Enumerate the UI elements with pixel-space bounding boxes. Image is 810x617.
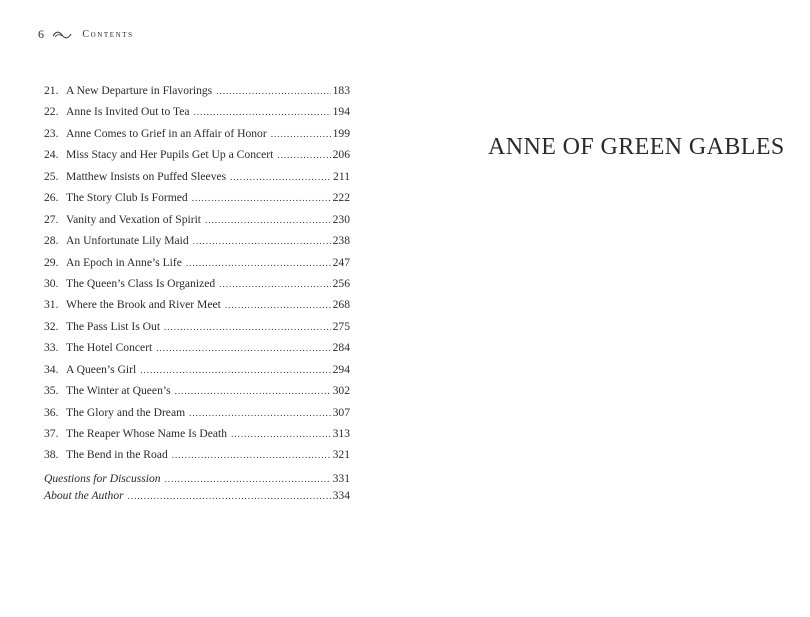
toc-chapter-number: 34. xyxy=(44,362,59,376)
toc-entry xyxy=(44,234,350,255)
toc-entry xyxy=(44,277,350,298)
toc-chapter-title: A New Departure in Flavorings xyxy=(66,84,213,97)
toc-leader-dots xyxy=(230,172,331,182)
toc-chapter-number: 26. xyxy=(44,191,59,205)
toc-chapter-title: Miss Stacy and Her Pupils Get Up a Concert xyxy=(66,148,274,162)
toc-page-number: 321 xyxy=(332,448,350,462)
toc-leader-dots xyxy=(164,322,331,332)
toc-entry xyxy=(44,84,350,105)
toc-leader-dots xyxy=(219,279,330,289)
toc-page-number: 307 xyxy=(332,405,350,419)
toc-chapter-number: 28. xyxy=(44,234,59,248)
toc-chapter-title: The Queen’s Class Is Organized xyxy=(66,276,216,290)
toc-page-number: 230 xyxy=(332,212,350,226)
toc-chapter-number: 37. xyxy=(44,427,59,440)
toc-page-number: 275 xyxy=(332,319,350,333)
toc-chapter-number: 25. xyxy=(44,169,59,183)
toc-entry xyxy=(44,320,350,341)
toc-chapter-number: 32. xyxy=(44,319,59,333)
toc-chapter-number: 29. xyxy=(44,255,59,269)
toc-page-number: 247 xyxy=(332,255,350,269)
toc-entry xyxy=(44,448,350,469)
toc-leader-dots xyxy=(205,215,331,225)
toc-chapter-number: 27. xyxy=(44,212,59,226)
toc-page-number: 222 xyxy=(332,191,350,205)
toc-leader-dots xyxy=(193,236,331,246)
toc-page-number: 256 xyxy=(332,276,350,290)
table-of-contents-end-matter xyxy=(44,472,350,506)
toc-entry xyxy=(44,384,350,405)
toc-chapter-title: The Reaper Whose Name Is Death xyxy=(66,427,228,440)
toc-entry xyxy=(44,341,350,362)
toc-leader-dots xyxy=(128,491,331,501)
toc-entry xyxy=(44,406,350,427)
toc-chapter-number: 24. xyxy=(44,148,59,162)
toc-leader-dots xyxy=(172,450,331,460)
toc-chapter-title: The Bend in the Road xyxy=(66,448,168,462)
toc-page-number: 211 xyxy=(333,169,350,183)
toc-page-number: 238 xyxy=(332,234,350,248)
toc-chapter-title: Anne Is Invited Out to Tea xyxy=(66,105,190,119)
toc-entry xyxy=(44,191,350,212)
toc-page-number: 334 xyxy=(332,489,350,502)
toc-leader-dots xyxy=(271,129,331,139)
right-page xyxy=(405,0,810,617)
toc-page-number: 194 xyxy=(332,105,350,119)
toc-page-number: 183 xyxy=(332,84,350,97)
toc-chapter-title: An Unfortunate Lily Maid xyxy=(66,234,189,248)
toc-leader-dots xyxy=(175,386,331,396)
running-head xyxy=(38,27,134,42)
toc-page-number: 206 xyxy=(332,148,350,162)
toc-chapter-number: 21. xyxy=(44,84,59,97)
toc-leader-dots xyxy=(216,86,330,96)
toc-chapter-number: 30. xyxy=(44,276,59,290)
toc-entry xyxy=(44,105,350,126)
toc-chapter-title: Vanity and Vexation of Spirit xyxy=(66,212,202,226)
toc-chapter-title: The Hotel Concert xyxy=(66,341,153,355)
toc-entry xyxy=(44,213,350,234)
toc-chapter-number: 35. xyxy=(44,384,59,398)
toc-chapter-title: The Pass List Is Out xyxy=(66,319,161,333)
toc-chapter-title: The Winter at Queen’s xyxy=(66,384,171,398)
toc-entry xyxy=(44,170,350,191)
toc-page-number: 313 xyxy=(332,427,350,440)
toc-leader-dots xyxy=(186,258,331,268)
toc-end-title: About the Author xyxy=(44,489,124,502)
toc-leader-dots xyxy=(225,300,331,310)
toc-chapter-number: 31. xyxy=(44,298,59,312)
toc-leader-dots xyxy=(189,408,330,418)
toc-page-number: 199 xyxy=(332,126,350,140)
toc-end-entry xyxy=(44,472,350,489)
flourish-ornament-icon xyxy=(52,30,72,40)
table-of-contents xyxy=(44,84,350,470)
book-title: ANNE OF GREEN GABLES xyxy=(488,134,785,160)
toc-chapter-number: 38. xyxy=(44,448,59,462)
toc-leader-dots xyxy=(140,365,330,375)
toc-leader-dots xyxy=(192,193,331,203)
toc-leader-dots xyxy=(277,150,330,160)
toc-leader-dots xyxy=(231,429,331,439)
toc-page-number: 284 xyxy=(332,341,350,355)
running-head-label: Contents xyxy=(82,29,134,40)
toc-entry xyxy=(44,363,350,384)
toc-chapter-title: Where the Brook and River Meet xyxy=(66,298,221,312)
toc-leader-dots xyxy=(165,474,331,484)
toc-chapter-title: The Glory and the Dream xyxy=(66,405,186,419)
toc-leader-dots xyxy=(156,343,330,353)
toc-end-title: Questions for Discussion xyxy=(44,472,161,485)
toc-chapter-title: Anne Comes to Grief in an Affair of Honor xyxy=(66,126,267,140)
page-number: 6 xyxy=(38,27,45,41)
toc-chapter-title: Matthew Insists on Puffed Sleeves xyxy=(66,169,227,183)
toc-chapter-number: 23. xyxy=(44,126,59,140)
toc-chapter-number: 22. xyxy=(44,105,59,119)
toc-chapter-number: 36. xyxy=(44,405,59,419)
toc-entry xyxy=(44,127,350,148)
toc-page-number: 268 xyxy=(332,298,350,312)
toc-entry xyxy=(44,427,350,448)
toc-chapter-number: 33. xyxy=(44,341,59,355)
toc-chapter-title: The Story Club Is Formed xyxy=(66,191,188,205)
toc-chapter-title: A Queen’s Girl xyxy=(66,362,137,376)
toc-entry xyxy=(44,256,350,277)
toc-page-number: 294 xyxy=(332,362,350,376)
toc-chapter-title: An Epoch in Anne’s Life xyxy=(66,255,182,269)
toc-end-entry xyxy=(44,489,350,506)
toc-page-number: 331 xyxy=(332,472,350,485)
toc-page-number: 302 xyxy=(332,384,350,398)
toc-entry xyxy=(44,298,350,319)
toc-entry xyxy=(44,148,350,169)
toc-leader-dots xyxy=(194,107,331,117)
